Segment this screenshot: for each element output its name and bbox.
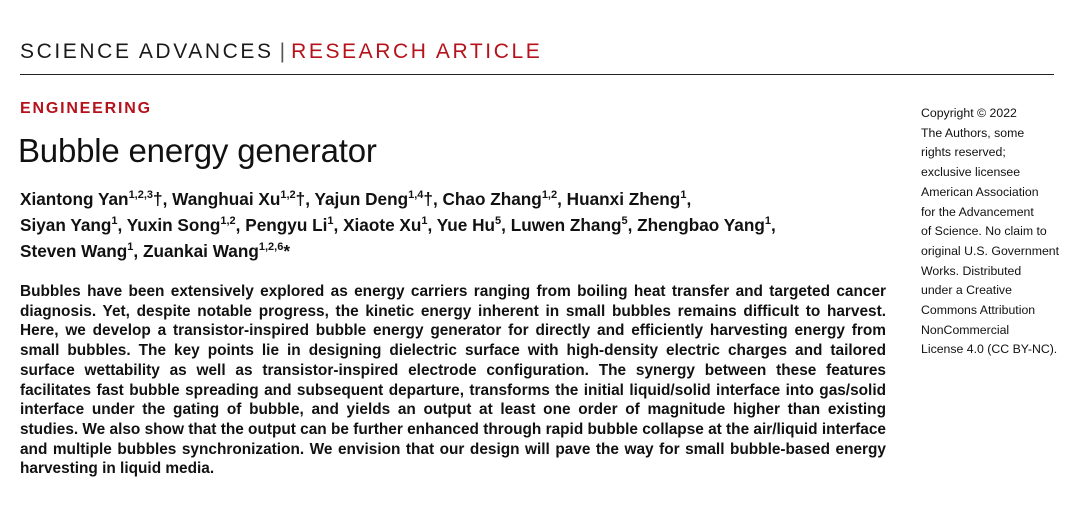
- author-name: Wanghuai Xu: [172, 189, 281, 209]
- copyright-notice: [921, 104, 1061, 360]
- author: [511, 215, 637, 235]
- author-separator: ,: [133, 241, 143, 261]
- author-affiliation: 1,4: [408, 189, 424, 201]
- header-separator: |: [279, 40, 286, 63]
- author: [567, 189, 692, 209]
- author-name: Steven Wang: [20, 241, 128, 261]
- copyright-line: exclusive licensee: [921, 165, 1021, 180]
- author-affiliation: 5: [621, 215, 628, 227]
- journal-name: SCIENCE ADVANCES: [20, 40, 274, 63]
- author: [437, 215, 511, 235]
- author-affiliation: 1,2: [220, 215, 236, 227]
- article-type: RESEARCH ARTICLE: [291, 40, 543, 63]
- copyright-line: of Science. No claim to: [921, 224, 1047, 239]
- author-affiliation: 1: [421, 215, 428, 227]
- subject-category: ENGINEERING: [20, 100, 152, 117]
- author: [20, 215, 127, 235]
- copyright-line: NonCommercial: [921, 322, 1010, 337]
- article-title: Bubble energy generator: [18, 132, 377, 169]
- author-affiliation: 1,2: [280, 189, 296, 201]
- author: [245, 215, 343, 235]
- author-separator: ,: [686, 189, 692, 209]
- author-affiliation: 1,2,3: [128, 189, 154, 201]
- author-name: Yue Hu: [436, 215, 496, 235]
- author-affiliation: 1,2: [541, 189, 558, 201]
- copyright-line: License 4.0 (CC BY-NC).: [921, 342, 1058, 357]
- author-affiliation: 1,2,6: [258, 241, 284, 253]
- author-affiliation: 5: [495, 215, 502, 227]
- author: [20, 241, 143, 261]
- author-separator: ,: [557, 189, 567, 209]
- author-separator: ,: [305, 189, 315, 209]
- author-affiliation: 1: [764, 215, 771, 227]
- author-name: Siyan Yang: [20, 215, 112, 235]
- copyright-line: Copyright © 2022: [921, 106, 1017, 120]
- author-affiliation: 1: [111, 215, 118, 227]
- author: [127, 215, 245, 235]
- copyright-line: for the Advancement: [921, 204, 1034, 219]
- author-separator: ,: [427, 215, 437, 235]
- author-affiliation: 1: [127, 241, 134, 253]
- author-separator: ,: [770, 215, 776, 235]
- copyright-line: Commons Attribution: [921, 303, 1036, 318]
- author-name: Huanxi Zheng: [566, 189, 681, 209]
- author-name: Chao Zhang: [442, 189, 542, 209]
- author-separator: ,: [162, 189, 173, 209]
- author: [143, 241, 290, 261]
- copyright-line: American Association: [921, 184, 1039, 199]
- author-mark: †: [295, 189, 306, 209]
- author-mark: *: [283, 241, 291, 261]
- author-separator: ,: [333, 215, 344, 235]
- author-separator: ,: [627, 215, 638, 235]
- author-list: [20, 186, 900, 264]
- author-separator: ,: [432, 189, 443, 209]
- copyright-line: Works. Distributed: [921, 263, 1022, 278]
- author: [343, 215, 437, 235]
- author-mark: †: [153, 189, 163, 209]
- author-name: Luwen Zhang: [510, 215, 622, 235]
- author: [443, 189, 567, 209]
- author-separator: ,: [235, 215, 246, 235]
- author: [637, 215, 776, 235]
- author: [20, 189, 172, 209]
- author-affiliation: 1: [327, 215, 334, 227]
- abstract: Bubbles have been extensively explored as energy carriers ranging from boiling heat transfer and targeted cancer diagnosis. Yet, despite notable progress, the kinetic energy inherent in small bubbles remains difficult to harvest. Here, we develop a transistor-inspired bubble energy generator for directly and efficiently harvesting energy from small bubbles. The key points lie in designing dielectric surface with high-density electric charges and tailored surface wettability as well as transistor-inspired electrode configuration. The synergy between these features facilitates fast bubble spreading and subsequent departure, transforms the initial liquid/solid interface into gas/solid interface under the gating of bubble, and yields an output at least one order of magnitude higher than existing studies. We also show that the output can be further enhanced through rapid bubble collapse at the air/liquid interface and multiple bubbles synchronization. We envision that our design will pave the way for small bubble-based energy harvesting in liquid media.: [20, 283, 886, 478]
- author-name: Pengyu Li: [245, 215, 328, 235]
- copyright-line: rights reserved;: [921, 145, 1006, 160]
- header-rule: [20, 74, 1054, 75]
- author: [172, 189, 314, 209]
- author-separator: ,: [501, 215, 511, 235]
- copyright-line: original U.S. Government: [921, 243, 1060, 258]
- author: [314, 189, 442, 209]
- author-affiliation: 1: [680, 189, 687, 201]
- copyright-line: under a Creative: [921, 283, 1012, 298]
- author-name: Zhengbao Yang: [637, 215, 765, 235]
- author-name: Zuankai Wang: [142, 241, 259, 261]
- author-mark: †: [423, 189, 433, 209]
- author-name: Yajun Deng: [314, 189, 409, 209]
- author-name: Xiantong Yan: [20, 189, 129, 209]
- journal-header: [20, 40, 1054, 64]
- author-name: Yuxin Song: [126, 215, 221, 235]
- author-name: Xiaote Xu: [343, 215, 422, 235]
- copyright-line: The Authors, some: [921, 125, 1025, 140]
- author-separator: ,: [117, 215, 127, 235]
